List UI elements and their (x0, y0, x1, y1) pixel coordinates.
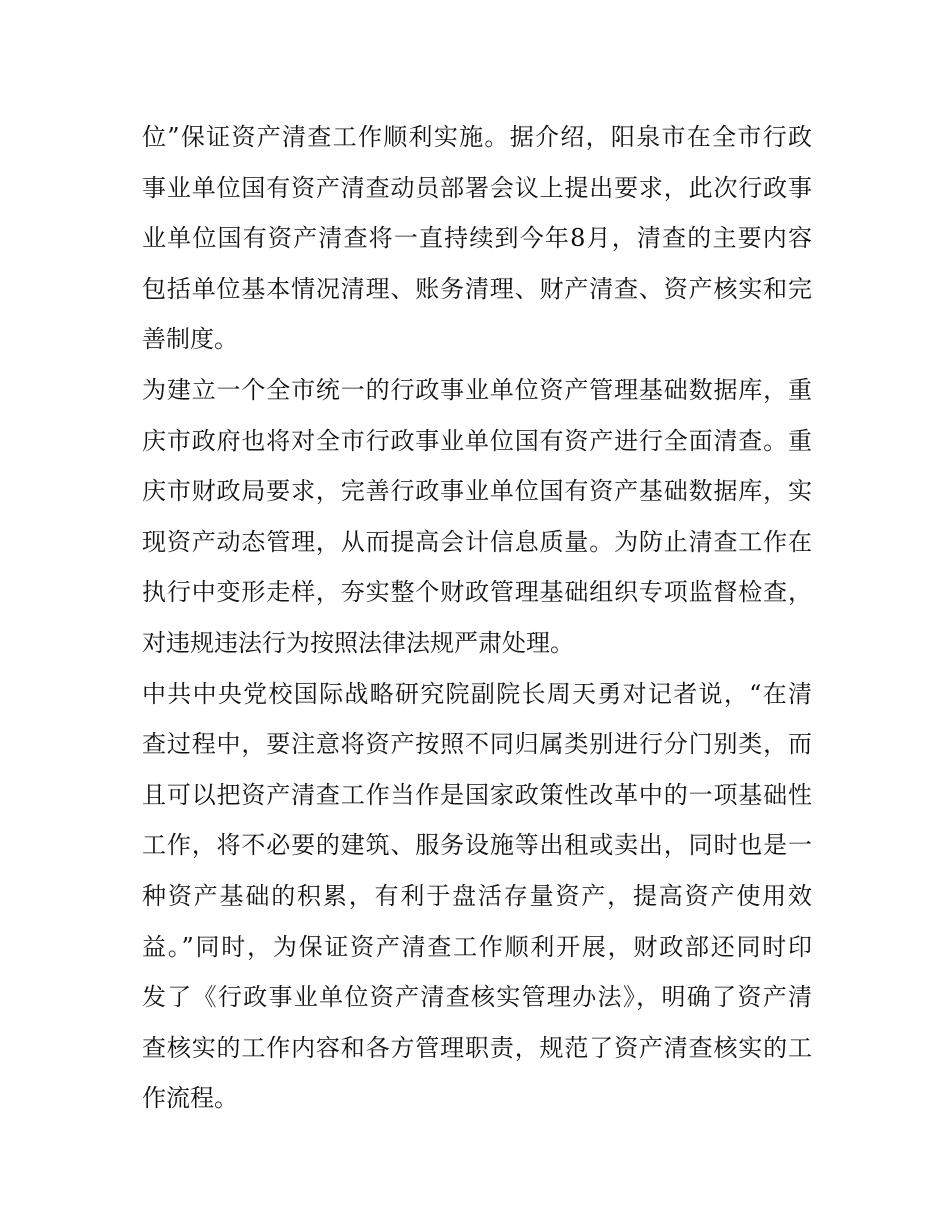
text-line: 位”保证资产清查工作顺利实施。据介绍，阳泉市在全市行政 (142, 123, 812, 151)
text-line: 益。”同时，为保证资产清查工作顺利开展，财政部还同时印 (142, 932, 812, 961)
text-line: 种资产基础的积累，有利于盘活存量资产，提高资产使用效 (142, 881, 812, 910)
document-body (142, 112, 812, 1124)
paragraph-1 (142, 112, 812, 365)
text-line: 对违规违法行为按照法律法规严肃处理。 (142, 628, 574, 657)
text-line: 善制度。 (142, 325, 238, 354)
text-line: 业单位国有资产清查将一直持续到今年8月，清查的主要内容 (142, 224, 812, 253)
text-line: 庆市财政局要求，完善行政事业单位国有资产基础数据库，实 (142, 477, 812, 506)
text-line: 庆市政府也将对全市行政事业单位国有资产进行全面清查。重 (142, 426, 812, 455)
paragraph-3 (142, 669, 812, 1124)
text-line: 且可以把资产清查工作当作是国家政策性改革中的一项基础性 (142, 780, 812, 809)
text-line: 发了《行政事业单位资产清查核实管理办法》，明确了资产清 (142, 983, 812, 1012)
text-line: 现资产动态管理，从而提高会计信息质量。为防止清查工作在 (142, 527, 812, 556)
text-line: 事业单位国有资产清查动员部署会议上提出要求，此次行政事 (142, 173, 812, 202)
text-line: 包括单位基本情况清理、账务清理、财产清查、资产核实和完 (142, 274, 812, 303)
text-line: 查过程中，要注意将资产按照不同归属类别进行分门别类，而 (142, 730, 812, 759)
text-line: 工作，将不必要的建筑、服务设施等出租或卖出，同时也是一 (142, 831, 812, 860)
paragraph-2 (142, 365, 812, 669)
text-line: 中共中央党校国际战略研究院副院长周天勇对记者说，“在清 (142, 679, 812, 708)
text-line: 执行中变形走样，夯实整个财政管理基础组织专项监督检查， (142, 578, 812, 607)
text-line: 为建立一个全市统一的行政事业单位资产管理基础数据库，重 (142, 375, 812, 404)
text-line: 作流程。 (142, 1084, 238, 1113)
text-line: 查核实的工作内容和各方管理职责，规范了资产清查核实的工 (142, 1033, 812, 1062)
